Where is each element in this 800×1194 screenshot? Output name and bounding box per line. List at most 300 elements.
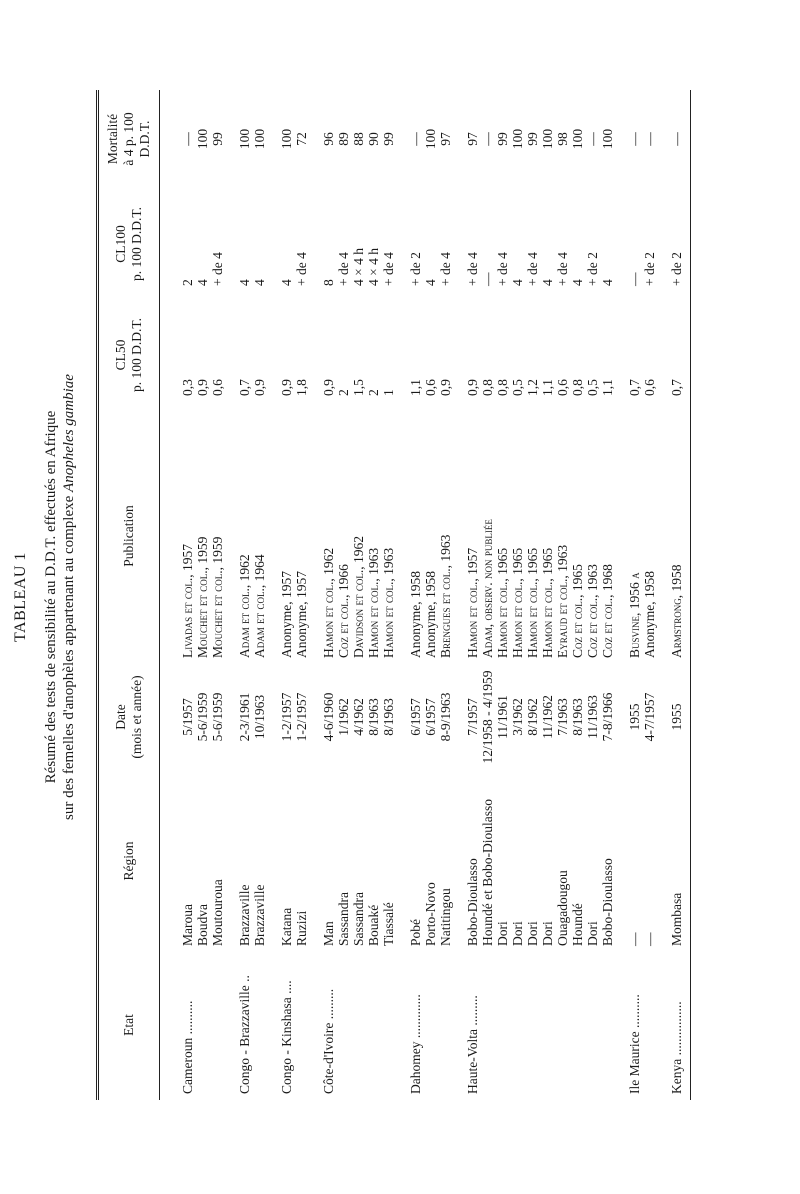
cell-date-text: 11/1963 <box>585 695 600 739</box>
cell-publication <box>465 410 480 662</box>
cell-cl100-text: 4 <box>279 279 294 286</box>
cell-region <box>642 772 657 950</box>
cell-date-text: 10/1963 <box>252 694 267 740</box>
cell-mortalite <box>366 90 381 188</box>
cell-etat <box>495 950 510 1100</box>
cell-region <box>495 772 510 950</box>
cell-publication-text: Coz et col., 1968 <box>600 564 615 658</box>
cell-date-text: 4-7/1957 <box>642 692 657 742</box>
cell-mortalite <box>627 90 642 188</box>
caption-line-2 <box>60 0 78 1194</box>
cell-etat-text: Côte-d'Ivoire ......... <box>321 988 336 1094</box>
cell-etat <box>423 950 438 1100</box>
cell-region <box>408 772 423 950</box>
cell-publication <box>627 410 642 662</box>
cell-date <box>195 662 210 772</box>
cell-region-text: Bouaké <box>366 904 381 946</box>
cell-cl50-text: 0,9 <box>195 379 210 396</box>
cell-mortalite-text: 100 <box>600 128 615 150</box>
cell-cl100-text: 4 <box>423 279 438 286</box>
cell-region <box>600 772 615 950</box>
cell-cl50 <box>525 300 540 410</box>
cell-etat <box>465 950 480 1100</box>
group-spacer-cell <box>657 90 669 1100</box>
cell-region-text: Sassandra <box>336 892 351 946</box>
cell-date-text: 11/1962 <box>540 695 555 739</box>
cell-mortalite <box>294 90 309 188</box>
cell-region-text: Ruzizi <box>294 910 309 946</box>
table-row <box>600 90 615 1100</box>
cell-cl50 <box>336 300 351 410</box>
cell-publication <box>351 410 366 662</box>
cell-etat-text: Cameroun .......... <box>180 1000 195 1094</box>
cell-region <box>570 772 585 950</box>
cell-date <box>160 662 196 772</box>
cell-etat <box>366 950 381 1100</box>
cell-mortalite-text: — <box>585 132 600 146</box>
cell-cl100 <box>279 188 294 300</box>
cell-cl50 <box>408 300 423 410</box>
group-spacer <box>225 90 237 1100</box>
cell-etat-text: Ile Maurice .......... <box>627 994 642 1094</box>
cell-date-text: 8/1963 <box>366 698 381 736</box>
cell-cl50-text: 1,2 <box>525 379 540 396</box>
cell-date-text: 11/1961 <box>495 695 510 739</box>
cell-region-text: Dori <box>495 921 510 946</box>
cell-etat <box>336 950 351 1100</box>
col-cl50-header <box>98 300 160 410</box>
cell-region-text: Dori <box>510 921 525 946</box>
cell-cl100 <box>237 188 252 300</box>
cell-cl50 <box>423 300 438 410</box>
cell-cl50 <box>294 300 309 410</box>
cell-etat <box>252 950 267 1100</box>
cell-date <box>669 662 691 772</box>
cell-cl100-text: + de 4 <box>210 252 225 286</box>
cell-cl100 <box>321 188 336 300</box>
cell-date <box>627 662 642 772</box>
cell-region <box>585 772 600 950</box>
cell-region-text: Bobo-Dioulasso <box>465 858 480 946</box>
cell-region <box>279 772 294 950</box>
cell-cl100 <box>423 188 438 300</box>
table-row <box>351 90 366 1100</box>
cell-publication <box>279 410 294 662</box>
cell-region-text: — <box>627 932 642 946</box>
cell-mortalite <box>540 90 555 188</box>
cell-cl50 <box>195 300 210 410</box>
col-cl50-sublabel: p. 100 D.D.T. <box>129 318 144 392</box>
table-row <box>510 90 525 1100</box>
cell-region-text: Tiassalé <box>381 902 396 946</box>
cell-date <box>423 662 438 772</box>
cell-etat-text: Congo - Brazzaville .. <box>237 975 252 1094</box>
cell-publication-text: Brengues et col., 1963 <box>438 534 453 658</box>
cell-cl50-text: 1,1 <box>540 379 555 396</box>
cell-etat <box>642 950 657 1100</box>
cell-mortalite <box>669 90 691 188</box>
cell-cl100 <box>585 188 600 300</box>
cell-etat <box>585 950 600 1100</box>
caption-line-2-text: sur des femelles d'anophèles appartenant au complexe <box>61 495 77 820</box>
cell-date <box>408 662 423 772</box>
cell-mortalite <box>210 90 225 188</box>
ddt-sensitivity-table <box>96 90 691 1100</box>
cell-region-text: Boudva <box>195 904 210 946</box>
cell-cl50-text: 1,5 <box>351 379 366 396</box>
cell-date <box>321 662 336 772</box>
cell-etat-text: Congo - Kinshasa .... <box>279 980 294 1094</box>
cell-cl50 <box>279 300 294 410</box>
cell-cl50-text: 1,1 <box>600 379 615 396</box>
cell-mortalite-text: 100 <box>570 128 585 150</box>
cell-publication-text: Coz et col., 1963 <box>585 564 600 658</box>
col-date-header <box>98 662 160 772</box>
cell-cl100-text: — <box>627 272 642 286</box>
cell-date-text: 8/1963 <box>381 698 396 736</box>
cell-cl100-text: 4 <box>510 279 525 286</box>
cell-publication <box>495 410 510 662</box>
cell-date <box>438 662 453 772</box>
group-spacer-cell <box>267 90 279 1100</box>
cell-region <box>210 772 225 950</box>
cell-cl100-text: 4 <box>600 279 615 286</box>
cell-date-text: 5-6/1959 <box>210 692 225 742</box>
group-spacer-cell <box>615 90 627 1100</box>
cell-region <box>237 772 252 950</box>
cell-cl100-text: + de 4 <box>465 252 480 286</box>
cell-region <box>366 772 381 950</box>
cell-region-text: Pobé <box>408 919 423 946</box>
cell-cl100 <box>351 188 366 300</box>
cell-date-text: 5/1957 <box>180 698 195 736</box>
cell-region-text: Ouagadougou <box>555 870 570 946</box>
col-etat-label: Etat <box>121 1014 136 1036</box>
cell-region-text: Houndé <box>570 903 585 946</box>
cell-date <box>210 662 225 772</box>
cell-date-text: 7/1963 <box>555 698 570 736</box>
cell-date <box>642 662 657 772</box>
cell-mortalite-text: 99 <box>525 132 540 146</box>
cell-date-text: 4-6/1960 <box>321 692 336 742</box>
table-row <box>408 90 423 1100</box>
cell-cl100 <box>642 188 657 300</box>
cell-etat-text: Dahomey ............. <box>408 994 423 1094</box>
cell-publication-text: Anonyme, 1957 <box>279 571 294 658</box>
cell-etat <box>210 950 225 1100</box>
cell-mortalite <box>252 90 267 188</box>
cell-publication <box>510 410 525 662</box>
cell-mortalite <box>585 90 600 188</box>
cell-region <box>252 772 267 950</box>
cell-cl50-text: 1 <box>381 389 396 396</box>
cell-cl50 <box>627 300 642 410</box>
cell-etat <box>321 950 336 1100</box>
cell-region <box>381 772 396 950</box>
cell-publication <box>294 410 309 662</box>
cell-publication <box>669 410 691 662</box>
cell-cl100 <box>540 188 555 300</box>
cell-mortalite-text: 100 <box>279 128 294 150</box>
cell-region-text: Man <box>321 921 336 946</box>
cell-date <box>252 662 267 772</box>
cell-cl50-text: 0,6 <box>210 379 225 396</box>
cell-cl100-text: — <box>480 272 495 286</box>
cell-cl50 <box>210 300 225 410</box>
cell-mortalite-text: 98 <box>555 132 570 146</box>
cell-mortalite-text: 89 <box>336 132 351 146</box>
cell-region <box>510 772 525 950</box>
cell-publication-text: Busvine, 1956 a <box>627 572 642 658</box>
cell-date-text: 1-2/1957 <box>279 692 294 742</box>
cell-publication-text: Anonyme, 1958 <box>423 571 438 658</box>
cell-cl100-text: + de 2 <box>642 252 657 286</box>
cell-cl50 <box>237 300 252 410</box>
cell-cl50 <box>366 300 381 410</box>
cell-etat <box>510 950 525 1100</box>
cell-cl100-text: 4 × 4 h <box>351 248 366 286</box>
cell-region <box>195 772 210 950</box>
cell-cl100 <box>438 188 453 300</box>
cell-publication-text: Hamon et col., 1962 <box>321 547 336 658</box>
cell-mortalite <box>642 90 657 188</box>
cell-cl100 <box>480 188 495 300</box>
cell-region <box>336 772 351 950</box>
cell-etat <box>438 950 453 1100</box>
cell-region-text: Dori <box>585 921 600 946</box>
cell-date-text: 7/1957 <box>465 698 480 736</box>
cell-region <box>555 772 570 950</box>
cell-etat <box>525 950 540 1100</box>
cell-publication <box>600 410 615 662</box>
table-row <box>252 90 267 1100</box>
table-row <box>642 90 657 1100</box>
header-row <box>98 90 160 1100</box>
cell-region <box>480 772 495 950</box>
cell-etat <box>294 950 309 1100</box>
caption-species: Anopheles gambiae <box>61 374 77 492</box>
cell-publication <box>321 410 336 662</box>
cell-publication-text: Hamon et col., 1965 <box>525 547 540 658</box>
cell-mortalite-text: 100 <box>195 128 210 150</box>
cell-cl100 <box>336 188 351 300</box>
cell-date-text: 12/1958 - 4/1959 <box>480 670 495 764</box>
col-cl100-label: CL100 <box>113 225 128 263</box>
cell-mortalite-text: 100 <box>510 128 525 150</box>
cell-date-text: 5-6/1959 <box>195 692 210 742</box>
table-row <box>480 90 495 1100</box>
cell-cl50-text: 0,6 <box>642 379 657 396</box>
cell-cl100 <box>669 188 691 300</box>
group-spacer <box>615 90 627 1100</box>
cell-cl100-text: 4 <box>237 279 252 286</box>
cell-etat <box>160 950 196 1100</box>
cell-publication-text: Hamon et col., 1963 <box>381 547 396 658</box>
cell-cl50 <box>642 300 657 410</box>
cell-cl100-text: 4 × 4 h <box>366 248 381 286</box>
group-spacer <box>267 90 279 1100</box>
col-date-label: Date <box>113 704 128 730</box>
cell-date <box>480 662 495 772</box>
cell-region <box>321 772 336 950</box>
cell-publication <box>237 410 252 662</box>
cell-region <box>423 772 438 950</box>
cell-cl50-text: 0,9 <box>252 379 267 396</box>
cell-cl100-text: + de 2 <box>669 252 684 286</box>
table-row <box>555 90 570 1100</box>
cell-date <box>366 662 381 772</box>
cell-etat <box>669 950 691 1100</box>
cell-publication <box>252 410 267 662</box>
cell-publication-text: Anonyme, 1958 <box>408 571 423 658</box>
cell-publication <box>480 410 495 662</box>
cell-mortalite <box>510 90 525 188</box>
cell-mortalite <box>160 90 196 188</box>
cell-region <box>627 772 642 950</box>
cell-date-text: 2-3/1961 <box>237 692 252 742</box>
table-row <box>366 90 381 1100</box>
cell-cl100 <box>525 188 540 300</box>
cell-mortalite-text: 100 <box>423 128 438 150</box>
cell-publication <box>195 410 210 662</box>
cell-date <box>336 662 351 772</box>
table-row <box>381 90 396 1100</box>
cell-publication-text: Coz et col., 1965 <box>570 564 585 658</box>
table-row <box>321 90 336 1100</box>
cell-mortalite <box>279 90 294 188</box>
cell-cl50-text: 0,9 <box>321 379 336 396</box>
cell-mortalite <box>438 90 453 188</box>
cell-etat <box>600 950 615 1100</box>
table-row <box>585 90 600 1100</box>
cell-cl100 <box>465 188 480 300</box>
cell-date-text: 3/1962 <box>510 698 525 736</box>
group-spacer-cell <box>309 90 321 1100</box>
cell-cl50-text: 0,6 <box>423 379 438 396</box>
cell-mortalite-text: 100 <box>540 128 555 150</box>
cell-cl100 <box>294 188 309 300</box>
cell-region-text: Sassandra <box>351 892 366 946</box>
cell-publication <box>570 410 585 662</box>
cell-date <box>294 662 309 772</box>
cell-publication <box>336 410 351 662</box>
cell-date-text: 8/1963 <box>570 698 585 736</box>
cell-publication-text: Mouchet et col., 1959 <box>195 536 210 658</box>
cell-cl100 <box>570 188 585 300</box>
cell-cl50-text: 0,9 <box>465 379 480 396</box>
cell-cl100-text: 4 <box>195 279 210 286</box>
cell-cl50-text: 0,7 <box>669 379 684 396</box>
cell-date <box>555 662 570 772</box>
group-spacer-cell <box>453 90 465 1100</box>
cell-cl50-text: 0,5 <box>585 379 600 396</box>
cell-date <box>570 662 585 772</box>
cell-date-text: 1/1962 <box>336 698 351 736</box>
cell-publication <box>381 410 396 662</box>
cell-publication <box>555 410 570 662</box>
table-row <box>570 90 585 1100</box>
col-region-label: Région <box>121 841 136 881</box>
cell-publication-text: Hamon et col., 1965 <box>495 547 510 658</box>
cell-cl50-text: 0,6 <box>555 379 570 396</box>
cell-region-text: Dori <box>525 921 540 946</box>
cell-date-text: 4/1962 <box>351 698 366 736</box>
group-spacer <box>657 90 669 1100</box>
cell-mortalite-text: — <box>408 132 423 146</box>
table-body <box>160 90 691 1100</box>
cell-cl100-text: + de 4 <box>336 252 351 286</box>
cell-cl50 <box>252 300 267 410</box>
cell-cl50-text: 0,7 <box>237 379 252 396</box>
cell-cl50 <box>585 300 600 410</box>
cell-region-text: Katana <box>279 907 294 946</box>
cell-publication-text: Anonyme, 1957 <box>294 571 309 658</box>
cell-cl50 <box>480 300 495 410</box>
cell-cl50 <box>600 300 615 410</box>
cell-publication-text: Hamon et col., 1965 <box>540 547 555 658</box>
cell-mortalite <box>381 90 396 188</box>
caption-line-1: Résumé des tests de sensibilité au D.D.T. effectués en Afrique <box>43 410 59 784</box>
col-publication-label: Publication <box>121 505 136 567</box>
cell-date-text: 8/1962 <box>525 698 540 736</box>
cell-cl50 <box>570 300 585 410</box>
cell-cl100-text: + de 4 <box>381 252 396 286</box>
cell-publication <box>642 410 657 662</box>
cell-cl50-text: 0,8 <box>480 379 495 396</box>
cell-mortalite-text: — <box>480 132 495 146</box>
cell-mortalite <box>570 90 585 188</box>
group-spacer <box>309 90 321 1100</box>
cell-region <box>351 772 366 950</box>
cell-region <box>525 772 540 950</box>
cell-cl50 <box>555 300 570 410</box>
cell-region-text: Brazzaville <box>252 884 267 946</box>
cell-etat <box>381 950 396 1100</box>
cell-publication <box>210 410 225 662</box>
cell-publication-text: Mouchet et col., 1959 <box>210 536 225 658</box>
cell-etat <box>555 950 570 1100</box>
table-row <box>627 90 642 1100</box>
cell-cl100-text: + de 4 <box>525 252 540 286</box>
table-row <box>495 90 510 1100</box>
cell-mortalite-text: — <box>642 132 657 146</box>
cell-cl100 <box>495 188 510 300</box>
cell-etat <box>480 950 495 1100</box>
group-spacer <box>453 90 465 1100</box>
cell-etat <box>627 950 642 1100</box>
cell-cl100 <box>210 188 225 300</box>
cell-etat <box>408 950 423 1100</box>
cell-cl50 <box>321 300 336 410</box>
table-row <box>336 90 351 1100</box>
cell-mortalite <box>525 90 540 188</box>
col-mortalite-sublabel: à 4 p. 100 <box>121 112 136 166</box>
cell-cl50 <box>510 300 525 410</box>
cell-cl50-text: 0,7 <box>627 379 642 396</box>
cell-cl100-text: 2 <box>180 279 195 286</box>
cell-mortalite-text: 96 <box>321 132 336 146</box>
col-mortalite-label: Mortalité <box>105 113 120 165</box>
cell-date <box>600 662 615 772</box>
cell-region <box>465 772 480 950</box>
cell-date <box>525 662 540 772</box>
cell-etat <box>351 950 366 1100</box>
cell-etat <box>195 950 210 1100</box>
table-row <box>540 90 555 1100</box>
cell-cl100-text: + de 4 <box>495 252 510 286</box>
cell-cl100-text: + de 4 <box>294 252 309 286</box>
cell-cl100-text: 8 <box>321 279 336 286</box>
